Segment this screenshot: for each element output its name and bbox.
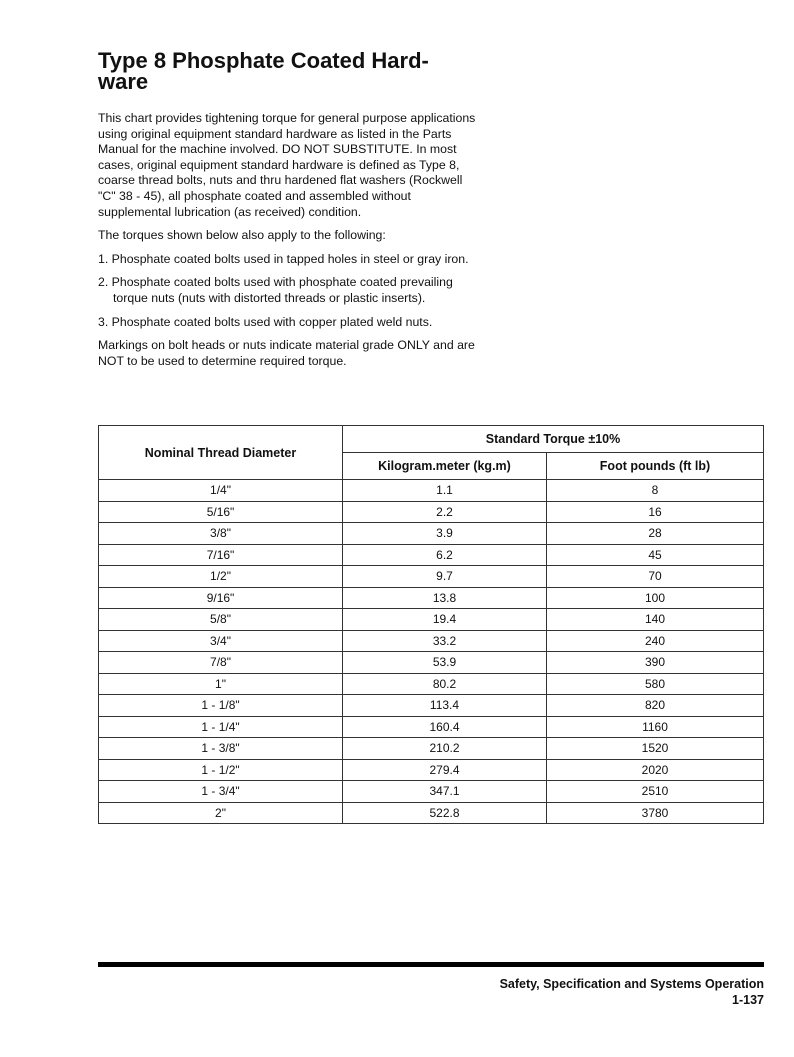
group-header-standard-torque: Standard Torque ±10% — [343, 426, 764, 453]
cell-kgm: 347.1 — [343, 781, 547, 803]
cell-diameter: 1 - 1/4" — [99, 716, 343, 738]
cell-kgm: 9.7 — [343, 566, 547, 588]
cell-diameter: 1/2" — [99, 566, 343, 588]
table-row — [99, 501, 764, 523]
table-row — [99, 566, 764, 588]
list-item: 1. Phosphate coated bolts used in tapped holes in steel or gray iron. — [98, 251, 469, 266]
table-row — [99, 695, 764, 717]
cell-diameter: 5/8" — [99, 609, 343, 631]
page-number: 1-137 — [732, 993, 764, 1007]
cell-diameter: 1" — [99, 673, 343, 695]
table-row — [99, 716, 764, 738]
cell-ftlb: 2510 — [547, 781, 764, 803]
cell-ftlb: 70 — [547, 566, 764, 588]
cell-ftlb: 1160 — [547, 716, 764, 738]
cell-ftlb: 28 — [547, 523, 764, 545]
cell-diameter: 3/8" — [99, 523, 343, 545]
torque-table-body — [99, 480, 764, 824]
table-row — [99, 480, 764, 502]
body-text — [98, 111, 478, 377]
table-row — [99, 630, 764, 652]
cell-ftlb: 240 — [547, 630, 764, 652]
cell-kgm: 19.4 — [343, 609, 547, 631]
cell-ftlb: 820 — [547, 695, 764, 717]
cell-diameter: 1 - 3/8" — [99, 738, 343, 760]
page-title: Type 8 Phosphate Coated Hard- ware — [98, 48, 429, 94]
table-row — [99, 523, 764, 545]
list-item: 3. Phosphate coated bolts used with copper plated weld nuts. — [98, 314, 433, 329]
cell-kgm: 53.9 — [343, 652, 547, 674]
table-row — [99, 781, 764, 803]
cell-kgm: 80.2 — [343, 673, 547, 695]
cell-kgm: 3.9 — [343, 523, 547, 545]
col-header-kgm: Kilogram.meter (kg.m) — [343, 453, 547, 480]
cell-diameter: 7/16" — [99, 544, 343, 566]
footer-section-title: Safety, Specification and Systems Operation — [499, 977, 764, 991]
cell-diameter: 1 - 1/2" — [99, 759, 343, 781]
cell-diameter: 1 - 3/4" — [99, 781, 343, 803]
cell-diameter: 1/4" — [99, 480, 343, 502]
table-row — [99, 673, 764, 695]
table-row — [99, 759, 764, 781]
cell-ftlb: 390 — [547, 652, 764, 674]
cell-ftlb: 16 — [547, 501, 764, 523]
list-item: 2. Phosphate coated bolts used with phosphate coated prevailing torque nuts (nuts with distorted threads or plastic inserts). — [98, 275, 453, 305]
col-header-ftlb: Foot pounds (ft lb) — [547, 453, 764, 480]
cell-diameter: 9/16" — [99, 587, 343, 609]
cell-ftlb: 580 — [547, 673, 764, 695]
table-row — [99, 652, 764, 674]
table-row — [99, 587, 764, 609]
cell-kgm: 2.2 — [343, 501, 547, 523]
cell-kgm: 13.8 — [343, 587, 547, 609]
page-footer — [500, 976, 764, 1008]
cell-ftlb: 45 — [547, 544, 764, 566]
cell-kgm: 160.4 — [343, 716, 547, 738]
cell-diameter: 1 - 1/8" — [99, 695, 343, 717]
cell-kgm: 210.2 — [343, 738, 547, 760]
cell-ftlb: 1520 — [547, 738, 764, 760]
applies-intro: The torques shown below also apply to the following: — [98, 228, 386, 243]
application-list — [98, 252, 478, 330]
cell-ftlb: 140 — [547, 609, 764, 631]
table-row — [99, 544, 764, 566]
cell-ftlb: 2020 — [547, 759, 764, 781]
cell-kgm: 522.8 — [343, 802, 547, 824]
torque-table — [98, 425, 764, 824]
cell-kgm: 33.2 — [343, 630, 547, 652]
intro-paragraph: This chart provides tightening torque for general purpose applications using original equipment standard hardware as listed in the Parts Manual for the machine involved. DO NOT SUBSTITUTE. In most cases, original equipment standard hardware is defined as Type 8, coarse thread bolts, nuts and thru hardened flat washers (Rockwell "C" 38 - 45), all phosphate coated and assembled without supplemental lubrication (as received) condition. — [98, 111, 476, 219]
markings-note: Markings on bolt heads or nuts indicate material grade ONLY and are NOT to be used to determine required torque. — [98, 338, 475, 368]
cell-kgm: 1.1 — [343, 480, 547, 502]
table-row — [99, 802, 764, 824]
cell-diameter: 5/16" — [99, 501, 343, 523]
col-header-diameter: Nominal Thread Diameter — [99, 426, 343, 480]
footer-rule — [98, 962, 764, 967]
cell-ftlb: 3780 — [547, 802, 764, 824]
cell-kgm: 113.4 — [343, 695, 547, 717]
cell-ftlb: 100 — [547, 587, 764, 609]
cell-diameter: 2" — [99, 802, 343, 824]
table-row — [99, 609, 764, 631]
cell-kgm: 279.4 — [343, 759, 547, 781]
table-row — [99, 738, 764, 760]
cell-diameter: 3/4" — [99, 630, 343, 652]
cell-ftlb: 8 — [547, 480, 764, 502]
cell-diameter: 7/8" — [99, 652, 343, 674]
cell-kgm: 6.2 — [343, 544, 547, 566]
